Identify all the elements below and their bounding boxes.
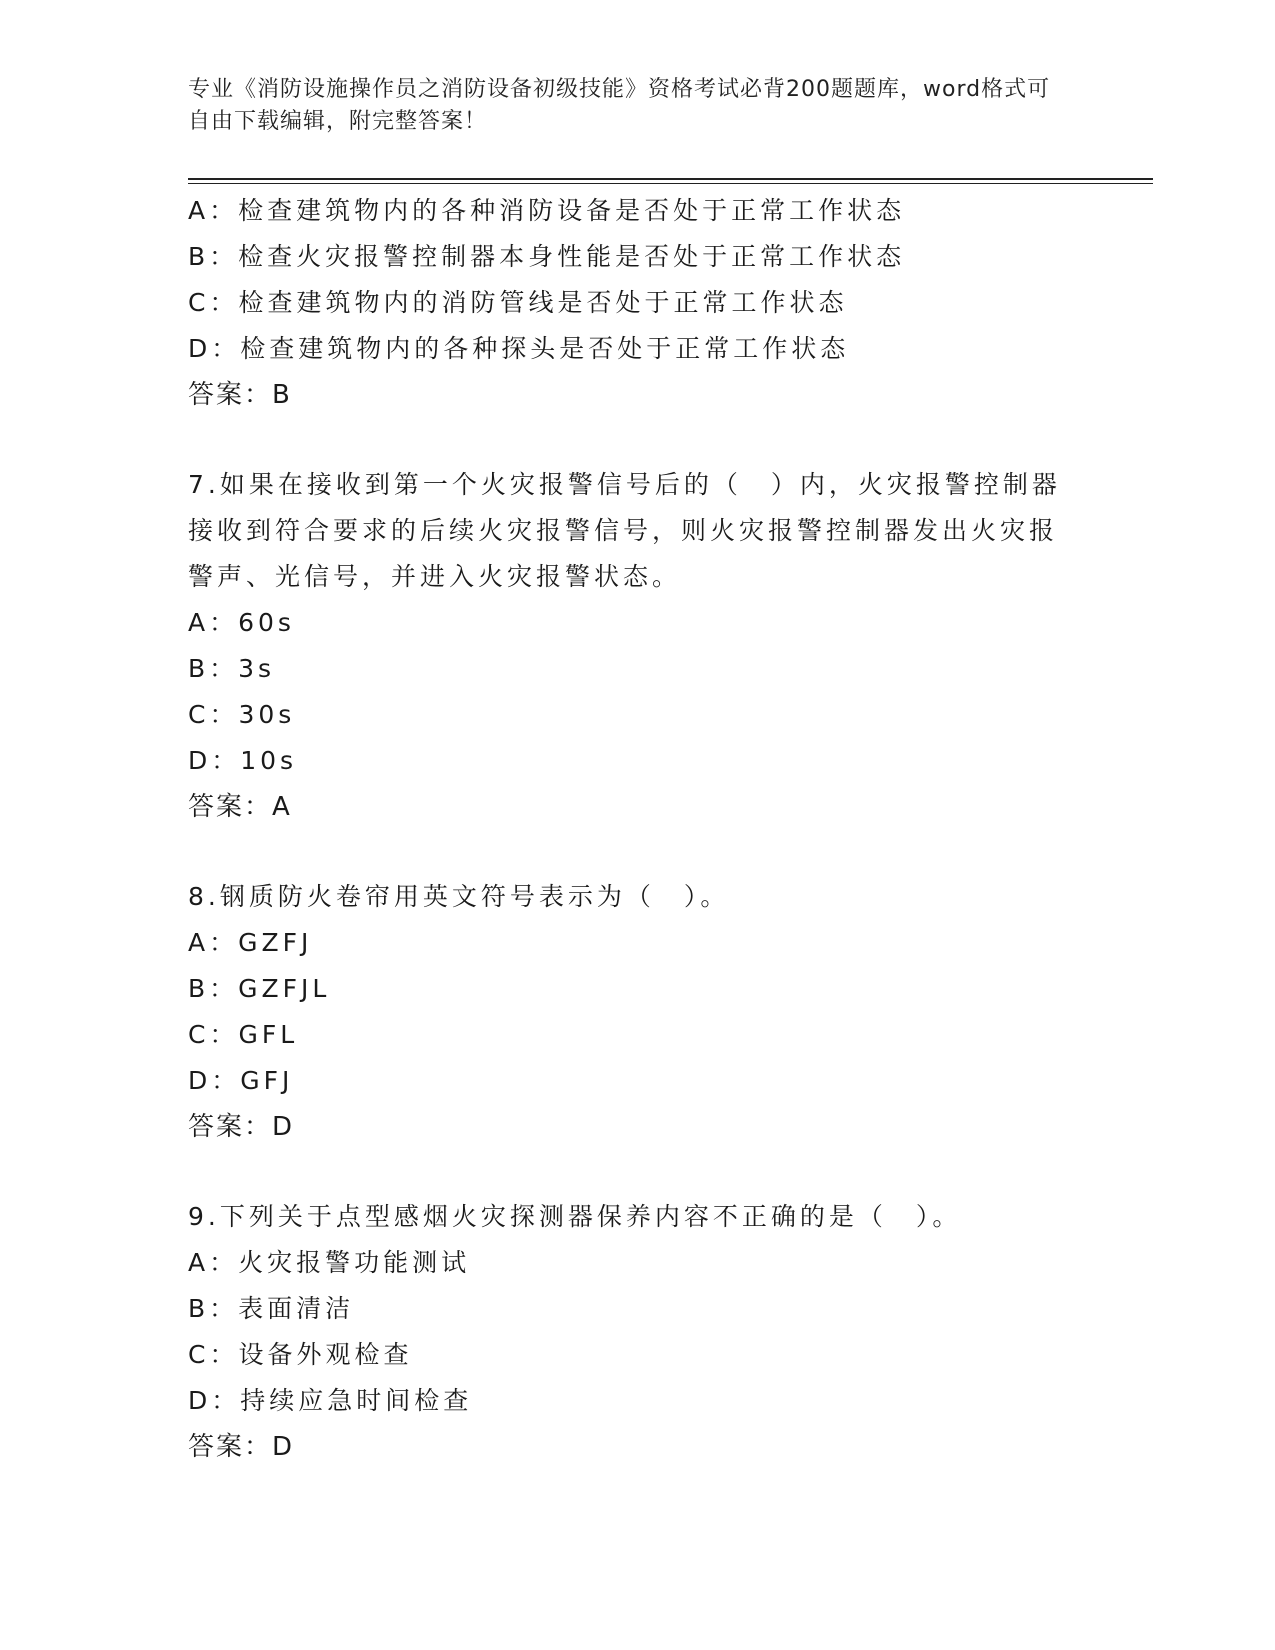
answer: 答案：A xyxy=(188,792,292,822)
option-b: B：3s xyxy=(188,654,276,683)
question-8 xyxy=(188,874,1068,1150)
question-6-partial xyxy=(188,188,1068,418)
option-c: C：30s xyxy=(188,700,296,729)
option-c: C：设备外观检查 xyxy=(188,1340,413,1369)
option-a: A：火灾报警功能测试 xyxy=(188,1248,471,1277)
header-divider-thin xyxy=(188,183,1153,184)
option-d: D：检查建筑物内的各种探头是否处于正常工作状态 xyxy=(188,334,850,363)
option-b: B：GZFJL xyxy=(188,974,331,1003)
option-d: D：10s xyxy=(188,746,298,775)
option-d: D：持续应急时间检查 xyxy=(188,1386,473,1415)
header-divider-thick xyxy=(188,178,1153,180)
question-7 xyxy=(188,462,1068,830)
question-stem: 9.下列关于点型感烟火灾探测器保养内容不正确的是（ ）。 xyxy=(188,1202,962,1231)
question-stem: 8.钢质防火卷帘用英文符号表示为（ ）。 xyxy=(188,882,730,911)
answer: 答案：D xyxy=(188,1112,295,1142)
spacer xyxy=(188,418,1068,462)
question-9 xyxy=(188,1194,1068,1470)
spacer xyxy=(188,1150,1068,1194)
option-d: D：GFJ xyxy=(188,1066,294,1095)
spacer xyxy=(188,830,1068,874)
option-c: C：GFL xyxy=(188,1020,299,1049)
option-a: A：GZFJ xyxy=(188,928,313,957)
question-stem: 7.如果在接收到第一个火灾报警信号后的（ ）内，火灾报警控制器接收到符合要求的后续火灾报警信号，则火灾报警控制器发出火灾报警声、光信号，并进入火灾报警状态。 xyxy=(188,470,1061,591)
option-b: B：表面清洁 xyxy=(188,1294,355,1323)
document-header: 专业《消防设施操作员之消防设备初级技能》资格考试必背200题题库，word格式可自由下载编辑，附完整答案！ xyxy=(188,77,1051,134)
option-b: B：检查火灾报警控制器本身性能是否处于正常工作状态 xyxy=(188,242,906,271)
question-list xyxy=(188,188,1068,1470)
answer: 答案：B xyxy=(188,380,292,410)
option-c: C：检查建筑物内的消防管线是否处于正常工作状态 xyxy=(188,288,848,317)
option-a: A：60s xyxy=(188,608,295,637)
answer: 答案：D xyxy=(188,1432,295,1462)
option-a: A：检查建筑物内的各种消防设备是否处于正常工作状态 xyxy=(188,196,906,225)
